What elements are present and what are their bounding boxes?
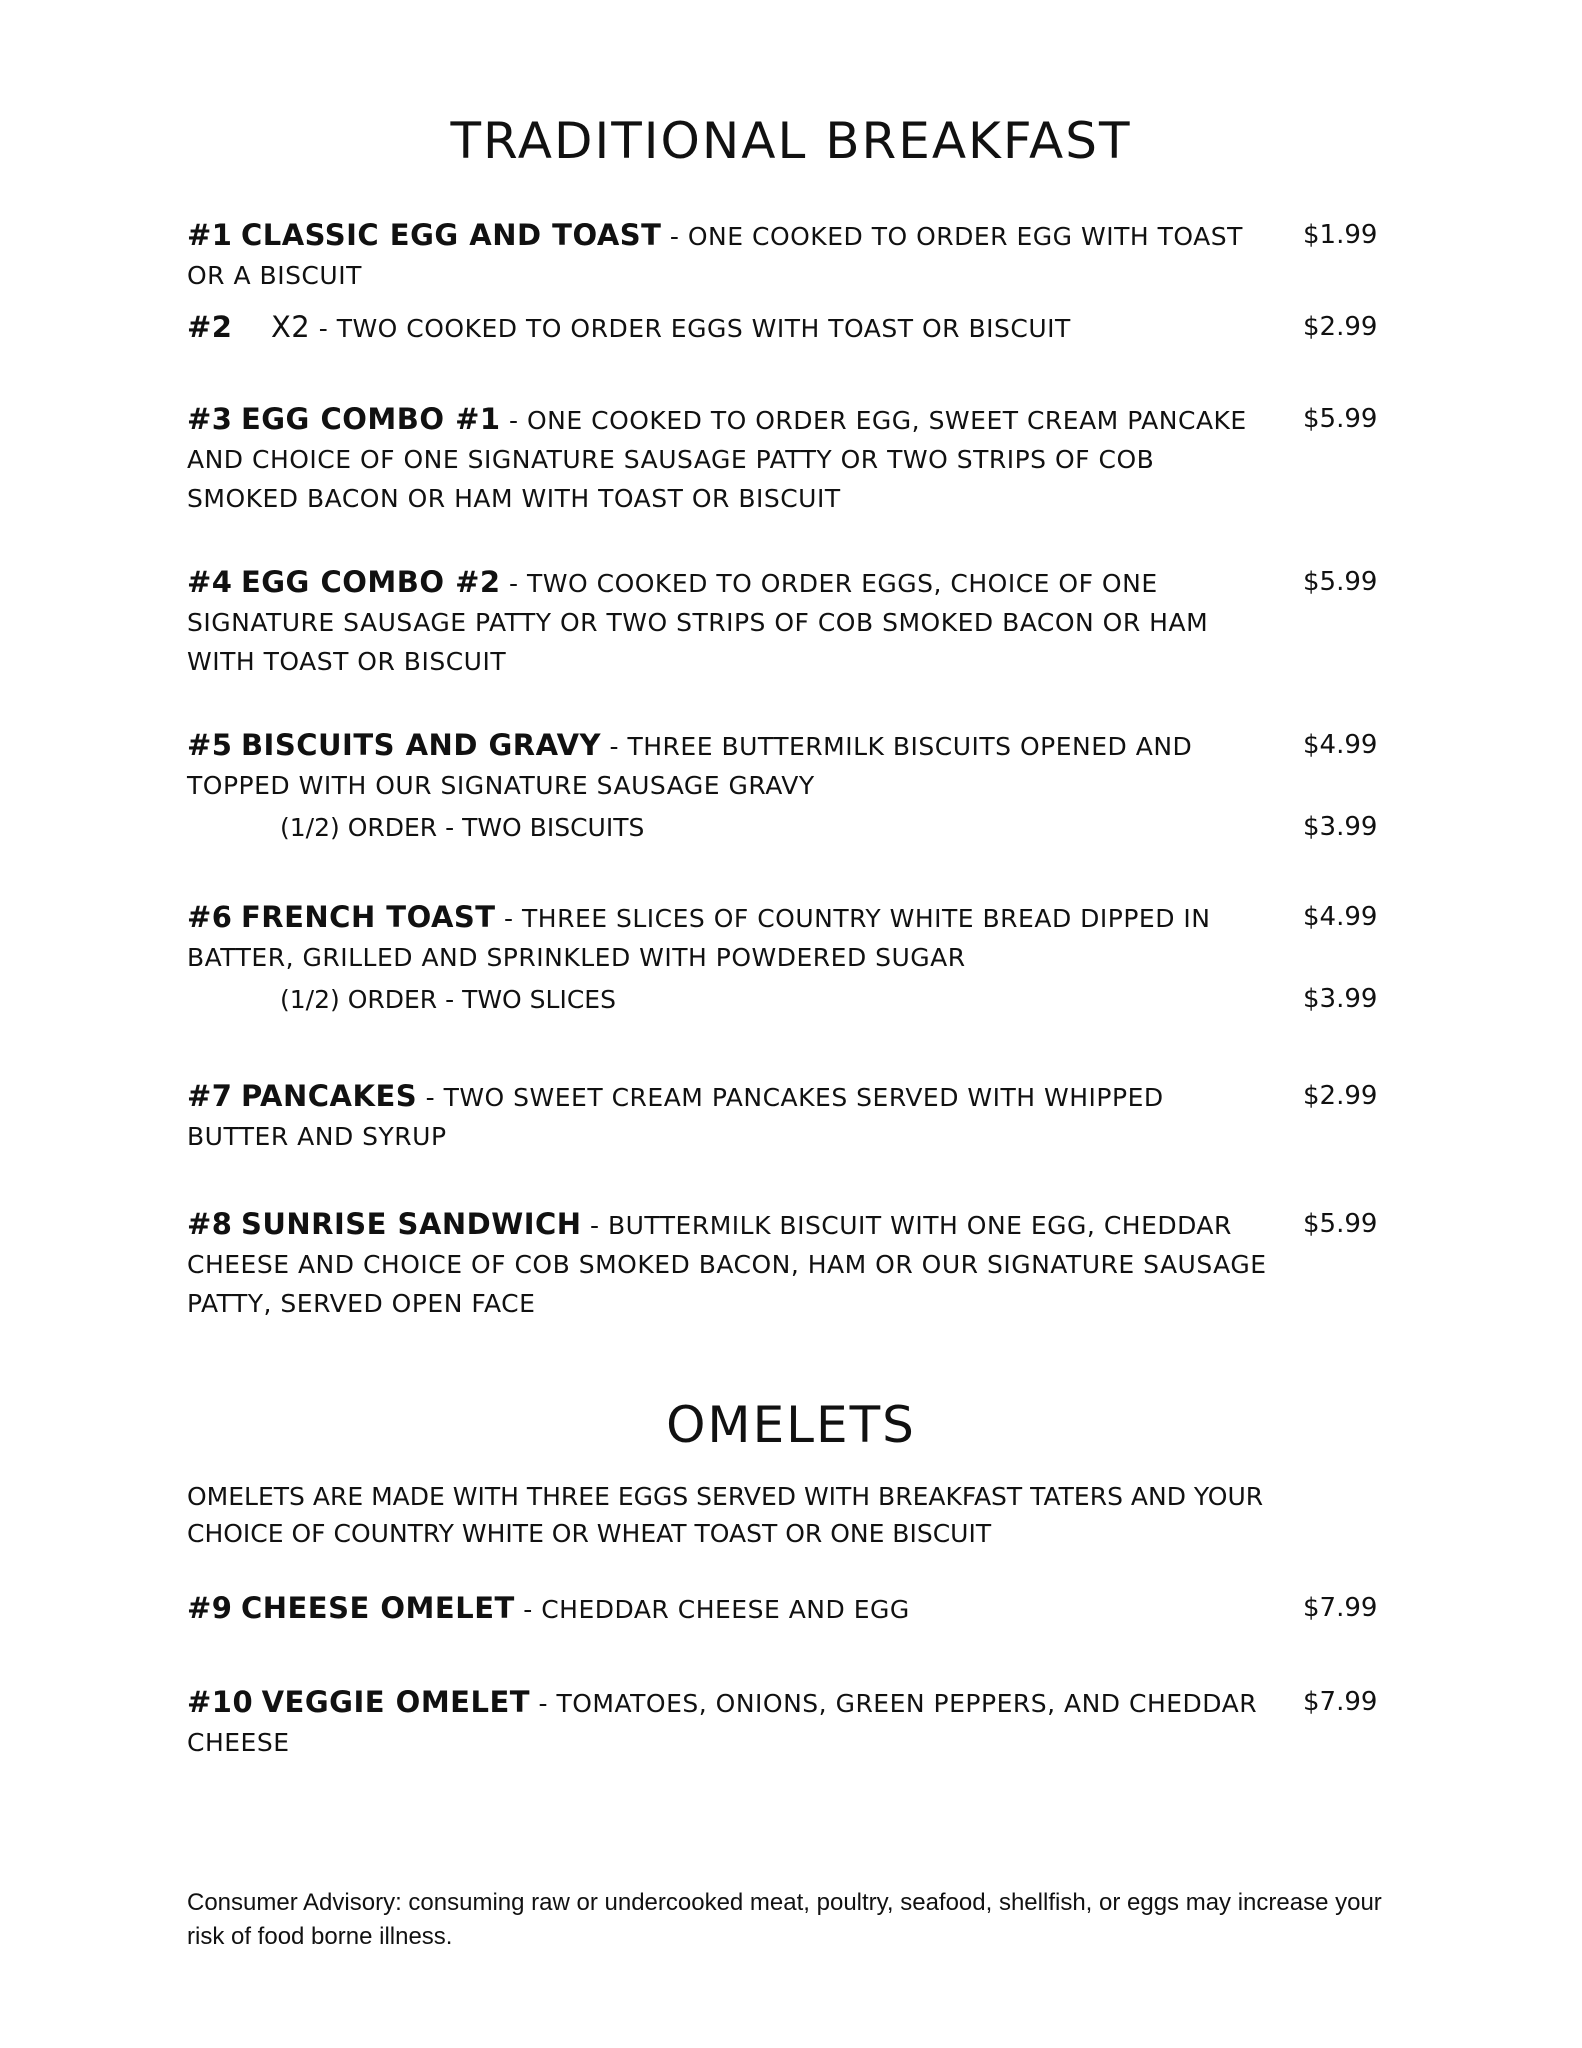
half-order-label: (1/2) ORDER - TWO SLICES (280, 985, 616, 1014)
item-description: TWO SWEET CREAM PANCAKES SERVED WITH WHIPPED BUTTER AND SYRUP (187, 1083, 1164, 1151)
item-description: TWO COOKED TO ORDER EGGS, CHOICE OF ONE SIGNATURE SAUSAGE PATTY OR TWO STRIPS OF COB SMOKED BACON OR HAM WITH TOAST OR BISCUIT (187, 569, 1209, 676)
item-description: THREE BUTTERMILK BISCUITS OPENED AND TOPPED WITH OUR SIGNATURE SAUSAGE GRAVY (187, 732, 1193, 800)
item-separator: - (514, 1595, 542, 1624)
item-name: PANCAKES (240, 1079, 418, 1113)
item-number: #9 (187, 1591, 233, 1625)
item-name: CLASSIC EGG AND TOAST (240, 218, 662, 252)
item-number: #8 (187, 1207, 233, 1241)
menu-item (187, 1077, 1387, 1156)
item-price: $4.99 (1303, 730, 1378, 760)
menu-item-text (187, 400, 1267, 518)
item-description: TOMATOES, ONIONS, GREEN PEPPERS, AND CHEDDAR CHEESE (187, 1689, 1258, 1757)
item-separator: - (581, 1211, 608, 1240)
item-number: #1 (187, 218, 233, 252)
item-description: ONE COOKED TO ORDER EGG, SWEET CREAM PANCAKE AND CHOICE OF ONE SIGNATURE SAUSAGE PATTY OR TWO STRIPS OF COB SMOKED BACON OR HAM WITH TOAST OR BISCUIT (187, 406, 1247, 513)
item-separator: - (661, 222, 688, 251)
item-name: SUNRISE SANDWICH (240, 1207, 582, 1241)
menu-item-text (187, 1205, 1267, 1323)
item-name: VEGGIE OMELET (261, 1685, 531, 1719)
item-name: CHEESE OMELET (240, 1591, 515, 1625)
menu-item (187, 563, 1387, 681)
consumer-advisory: Consumer Advisory: consuming raw or undercooked meat, poultry, seafood, shellfish, or eggs may increase your risk of food borne illness. (187, 1889, 1382, 1950)
item-number: #5 (187, 728, 233, 762)
item-separator: - (601, 732, 628, 761)
item-name: EGG COMBO #2 (240, 565, 501, 599)
omelets-intro: OMELETS ARE MADE WITH THREE EGGS SERVED WITH BREAKFAST TATERS AND YOUR CHOICE OF COUNTRY WHITE OR WHEAT TOAST OR ONE BISCUIT (187, 1482, 1264, 1548)
half-order-price: $3.99 (1303, 812, 1378, 842)
item-description: CHEDDAR CHEESE AND EGG (541, 1595, 910, 1624)
item-separator: - (310, 314, 337, 343)
menu-item (187, 400, 1387, 518)
item-name: X2 (270, 310, 311, 344)
menu-item-text (187, 216, 1267, 295)
menu-item-text (187, 563, 1267, 681)
item-description: TWO COOKED TO ORDER EGGS WITH TOAST OR BISCUIT (336, 314, 1071, 343)
item-price: $1.99 (1303, 220, 1378, 250)
menu-item-text (187, 1683, 1267, 1762)
item-price: $5.99 (1303, 567, 1378, 597)
menu-item (187, 1683, 1387, 1762)
item-separator: - (500, 406, 527, 435)
item-number: #6 (187, 900, 233, 934)
item-name: FRENCH TOAST (240, 900, 496, 934)
item-description: ONE COOKED TO ORDER EGG WITH TOAST OR A BISCUIT (187, 222, 1243, 290)
half-order (187, 980, 1387, 1019)
item-separator: - (495, 904, 522, 933)
section-title-breakfast: TRADITIONAL BREAKFAST (450, 112, 1132, 170)
item-price: $5.99 (1303, 1209, 1378, 1239)
section-title-omelets: OMELETS (666, 1396, 916, 1454)
item-number: #2 (187, 310, 233, 344)
menu-item (187, 308, 1387, 348)
item-description: BUTTERMILK BISCUIT WITH ONE EGG, CHEDDAR CHEESE AND CHOICE OF COB SMOKED BACON, HAM OR OUR SIGNATURE SAUSAGE PATTY, SERVED OPEN FACE (187, 1211, 1267, 1318)
item-separator: - (417, 1083, 444, 1112)
item-number: #4 (187, 565, 233, 599)
half-order-price: $3.99 (1303, 984, 1378, 1014)
item-number: #10 (187, 1685, 254, 1719)
item-price: $5.99 (1303, 404, 1378, 434)
item-number: #3 (187, 402, 233, 436)
menu-item-text (187, 308, 1267, 348)
menu-item (187, 726, 1387, 847)
item-separator: - (530, 1689, 557, 1718)
item-separator: - (500, 569, 527, 598)
menu-item (187, 216, 1387, 295)
menu-item (187, 1589, 1387, 1629)
menu-item-text (187, 726, 1267, 805)
item-name: EGG COMBO #1 (240, 402, 501, 436)
item-price: $7.99 (1303, 1687, 1378, 1717)
item-price: $2.99 (1303, 1081, 1378, 1111)
menu-item (187, 898, 1387, 1019)
item-number: #7 (187, 1079, 233, 1113)
menu-item (187, 1205, 1387, 1323)
item-price: $7.99 (1303, 1593, 1378, 1623)
menu-item-text (187, 898, 1267, 977)
half-order-label: (1/2) ORDER - TWO BISCUITS (280, 813, 645, 842)
menu-item-text (187, 1589, 1267, 1629)
item-description: THREE SLICES OF COUNTRY WHITE BREAD DIPPED IN BATTER, GRILLED AND SPRINKLED WITH POWDERED SUGAR (187, 904, 1211, 972)
menu-item-text (187, 1077, 1267, 1156)
item-price: $4.99 (1303, 902, 1378, 932)
half-order (187, 808, 1387, 847)
item-name: BISCUITS AND GRAVY (240, 728, 602, 762)
item-price: $2.99 (1303, 312, 1378, 342)
